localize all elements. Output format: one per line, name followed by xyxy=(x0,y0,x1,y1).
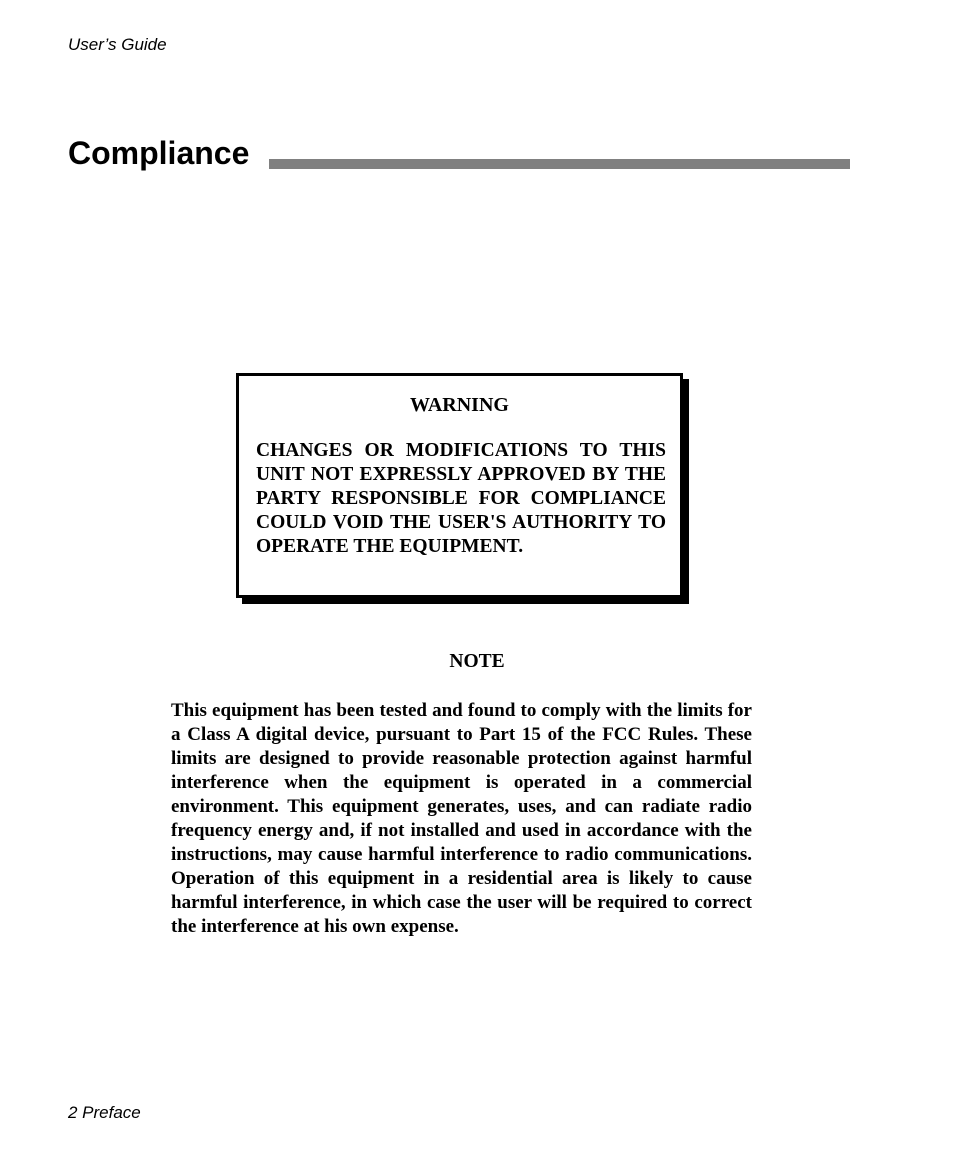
warning-box xyxy=(236,373,683,598)
warning-text: CHANGES OR MODIFICATIONS TO THIS UNIT NOT EXPRESSLY APPROVED BY THE PARTY RESPONSIBLE FOR COMPLIANCE COULD VOID THE USER'S AUTHORITY TO OPERATE THE EQUIPMENT. xyxy=(256,440,666,557)
section-title: Compliance xyxy=(68,135,250,171)
note-text: This equipment has been tested and found to comply with the limits for a Class A digital device, pursuant to Part 15 of the FCC Rules. These limits are designed to provide reasonable protection against harmful interference when the equipment is operated in a commercial environment. This equipment generates, uses, and can radiate radio frequency energy and, if not installed and used in accordance with the instructions, may cause harmful interference to radio communications. Operation of this equipment in a residential area is likely to cause harmful interference, in which case the user will be required to correct the interference at his own expense. xyxy=(171,700,752,937)
page-footer: 2 Preface xyxy=(68,1103,141,1122)
title-rule xyxy=(269,159,850,169)
warning-heading: WARNING xyxy=(410,394,509,416)
running-header: User’s Guide xyxy=(68,35,167,54)
note-heading: NOTE xyxy=(449,651,505,672)
